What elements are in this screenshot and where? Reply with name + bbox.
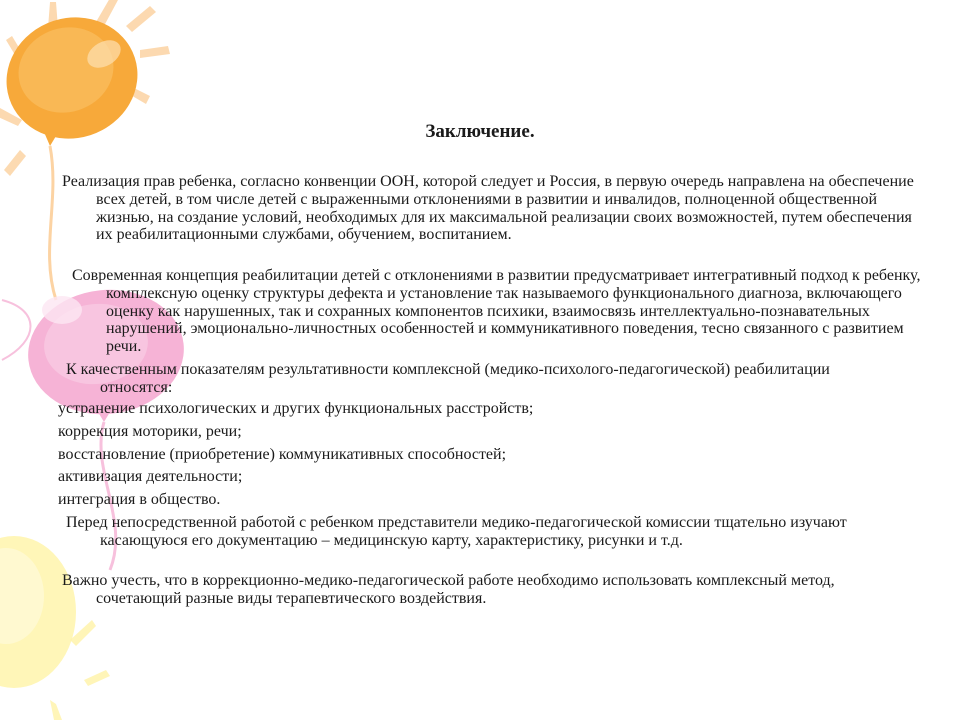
paragraph-complex-method: Важно учесть, что в коррекционно-медико-педагогической работе необходимо использовать комплексный метод, сочетающий разные виды терапевтического воздействия. [62, 572, 835, 607]
paragraph-rights-of-child: Реализация прав ребенка, согласно конвенции ООН, которой следует и Россия, в первую очередь направлена на обеспечение всех детей, в том числе детей с выраженными отклонениями в развитии и инвалидов, полноценной общественной жизнью, на создание условий, необходимых для их максимальной реализации своих возможностей, путем обеспечения их реабилитационными службами, обучением, воспитанием. [62, 173, 914, 244]
list-item: устранение психологических и других функциональных расстройств; [58, 400, 534, 417]
list-item: коррекция моторики, речи; [58, 423, 242, 440]
paragraph-rehabilitation-concept: Современная концепция реабилитации детей с отклонениями в развитии предусматривает интегративный подход к ребенку, комплексную оценку структуры дефекта и установление так называемого функционального диагноза, включающего оценку как нарушенных, так и сохранных компонентов психики, взаимосвязь интеллектуально-познавательных нарушений, эмоционально-личностных особенностей и коммуникативного поведения, тесно связанного с развитием речи. [72, 267, 921, 356]
list-item: интеграция в общество. [58, 491, 221, 508]
list-item: восстановление (приобретение) коммуникативных способностей; [58, 446, 507, 463]
slide-title: Заключение. [425, 121, 535, 142]
paragraph-quality-indicators: К качественным показателям результативности комплексной (медико-психолого-педагогической) реабилитации относятся: [66, 361, 830, 396]
paragraph-commission-work: Перед непосредственной работой с ребенком представители медико-педагогической комиссии тщательно изучают касающуюся его документацию – медицинскую карту, характеристику, рисунки и т.д. [66, 514, 847, 549]
list-item: активизация деятельности; [58, 468, 243, 485]
